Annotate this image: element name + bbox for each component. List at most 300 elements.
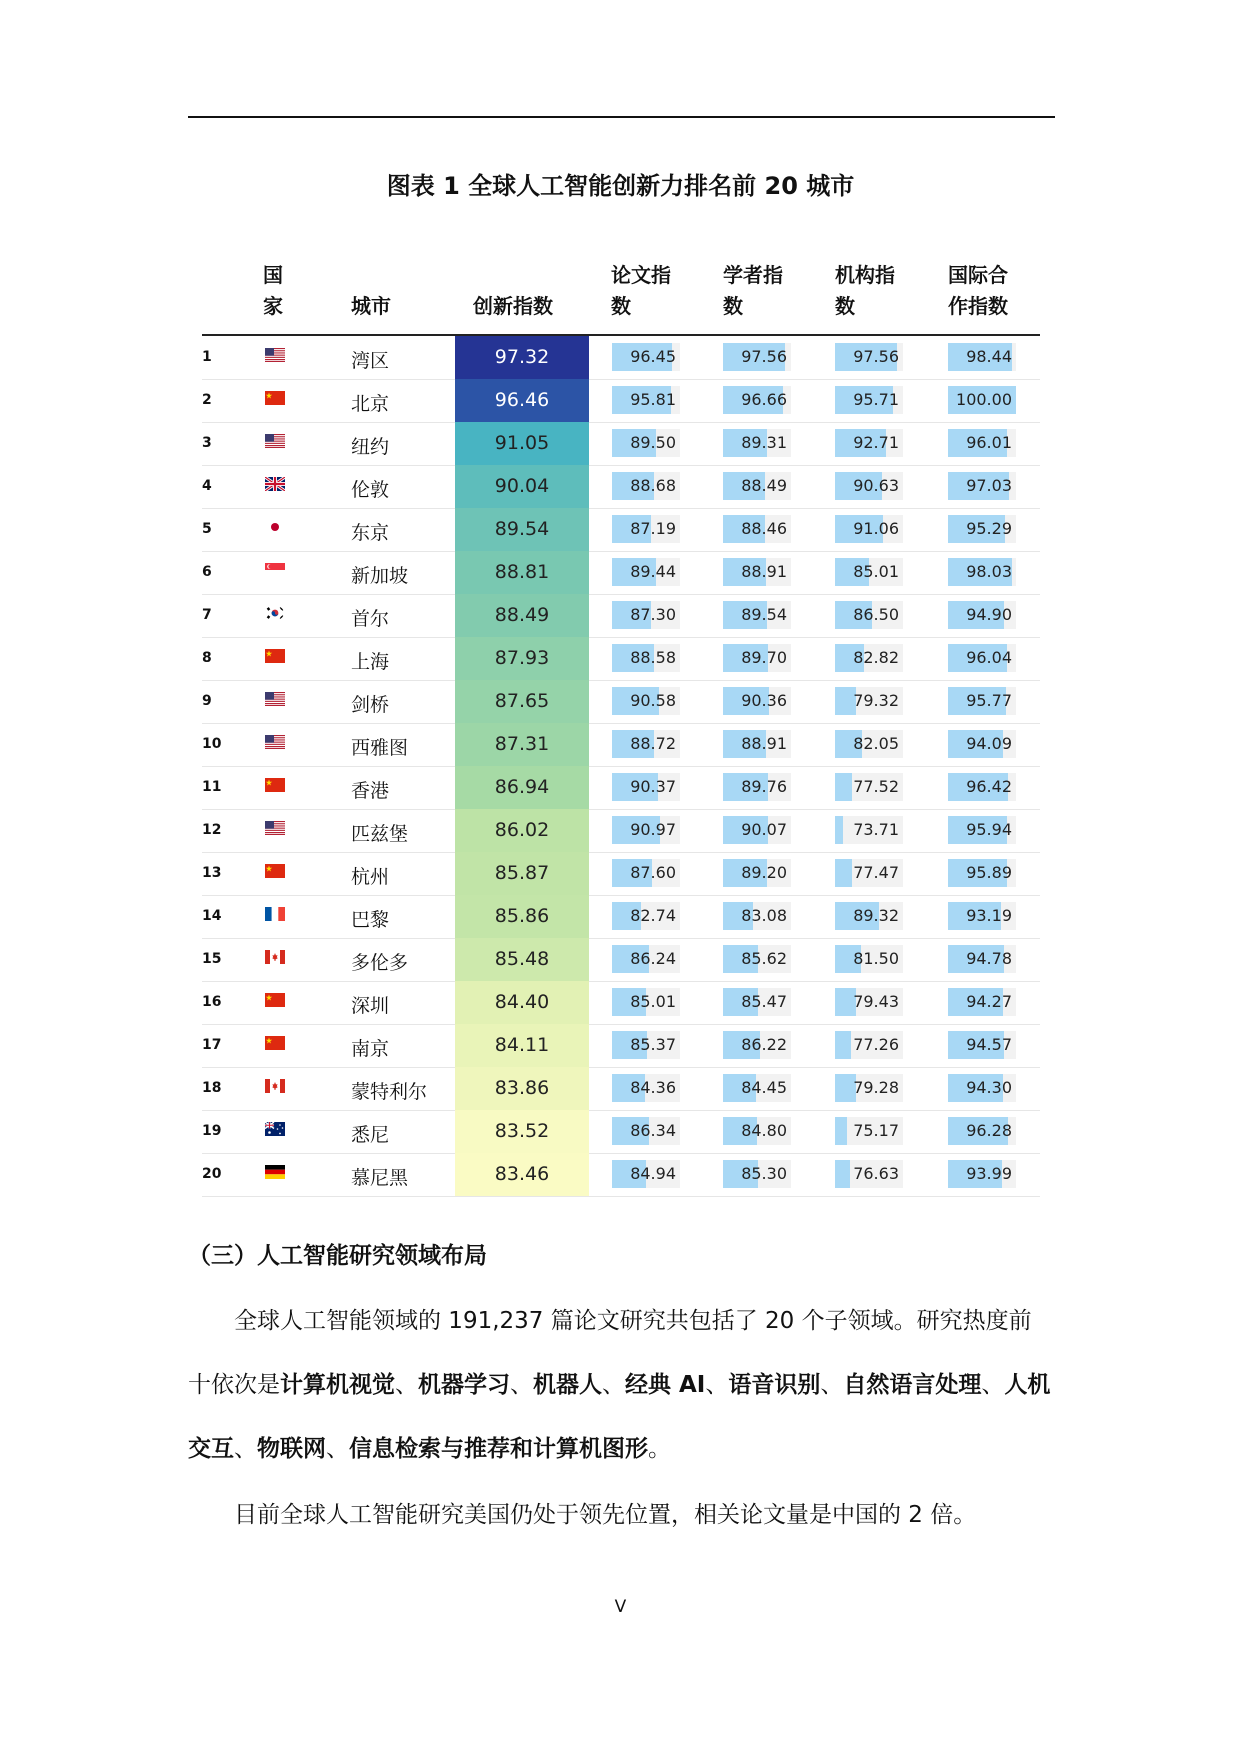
- bar-value: 94.30: [966, 1078, 1012, 1097]
- bar-value: 87.60: [630, 863, 676, 882]
- table-row: [202, 336, 1040, 380]
- scholar-index-bar: [723, 1160, 791, 1188]
- innovation-index-cell: 85.87: [455, 852, 589, 895]
- rank-cell: 7: [202, 607, 212, 623]
- bar-value: 85.30: [741, 1164, 787, 1183]
- city-cell: 悉尼: [351, 1124, 390, 1146]
- header-scholar-line2: 数: [723, 294, 743, 318]
- bar-value: 94.78: [966, 949, 1012, 968]
- scholar-index-bar: [723, 730, 791, 758]
- innovation-index-cell: 84.40: [455, 981, 589, 1024]
- header-institution-line1: 机构指: [835, 263, 895, 287]
- city-cell: 匹兹堡: [351, 823, 409, 845]
- scholar-index-bar: [723, 386, 791, 414]
- innovation-index-cell: 97.32: [455, 336, 589, 379]
- scholar-index-bar: [723, 988, 791, 1016]
- bar-value: 83.08: [741, 906, 787, 925]
- table-row: [202, 766, 1040, 810]
- bar-value: 84.94: [630, 1164, 676, 1183]
- city-cell: 香港: [351, 780, 390, 802]
- institution-index-bar: [835, 687, 903, 715]
- table-row: [202, 1024, 1040, 1068]
- rank-cell: 9: [202, 693, 212, 709]
- bar-value: 93.99: [966, 1164, 1012, 1183]
- paper-index-bar: [612, 601, 680, 629]
- innovation-index-cell: 83.52: [455, 1110, 589, 1153]
- header-country: [263, 260, 283, 322]
- header-scholar-line1: 学者指: [723, 263, 783, 287]
- scholar-index-bar: [723, 687, 791, 715]
- city-cell: 多伦多: [351, 952, 409, 974]
- field-separator: 、: [602, 1372, 625, 1398]
- research-field: 计算机视觉: [280, 1372, 395, 1398]
- bar-value: 89.20: [741, 863, 787, 882]
- scholar-index-bar: [723, 601, 791, 629]
- research-field: 自然语言处理: [843, 1372, 982, 1398]
- fr-flag-icon: [265, 906, 285, 926]
- field-separator: 、: [326, 1436, 349, 1462]
- international-index-bar: [948, 601, 1016, 629]
- rank-cell: 5: [202, 521, 212, 537]
- paper-index-bar: [612, 902, 680, 930]
- bar-value: 95.94: [966, 820, 1012, 839]
- paragraph-lead: 目前全球人工智能研究美国仍处于领先位置，相关论文量是中国的 2 倍。: [234, 1502, 977, 1528]
- innovation-index-cell: 87.93: [455, 637, 589, 680]
- field-separator: 、: [820, 1372, 844, 1398]
- innovation-index-cell: 84.11: [455, 1024, 589, 1067]
- bar-value: 94.57: [966, 1035, 1012, 1054]
- header-innovation: 创新指数: [473, 294, 553, 318]
- institution-index-bar: [835, 730, 903, 758]
- rank-cell: 17: [202, 1037, 222, 1053]
- bar-value: 88.72: [630, 734, 676, 753]
- header-international-line2: 作指数: [948, 294, 1008, 318]
- institution-index-bar: [835, 816, 903, 844]
- table-row: [202, 809, 1040, 853]
- bar-value: 85.37: [630, 1035, 676, 1054]
- paper-index-bar: [612, 773, 680, 801]
- cn-flag-icon: [265, 648, 285, 668]
- bar-value: 87.19: [630, 519, 676, 538]
- table-row: [202, 938, 1040, 982]
- city-cell: 东京: [351, 522, 390, 544]
- scholar-index-bar: [723, 773, 791, 801]
- header-scholar: [723, 260, 783, 322]
- city-cell: 上海: [351, 651, 390, 673]
- innovation-index-cell: 86.02: [455, 809, 589, 852]
- innovation-index-cell: 91.05: [455, 422, 589, 465]
- bar-value: 96.01: [966, 433, 1012, 452]
- city-cell: 慕尼黑: [351, 1167, 409, 1189]
- institution-index-bar: [835, 988, 903, 1016]
- table-row: [202, 422, 1040, 466]
- rank-cell: 14: [202, 908, 222, 924]
- bar-value: 79.32: [853, 691, 899, 710]
- paper-index-bar: [612, 859, 680, 887]
- paper-index-bar: [612, 1117, 680, 1145]
- table-row: [202, 379, 1040, 423]
- fields-list: [188, 1372, 1050, 1462]
- bar-value: 86.34: [630, 1121, 676, 1140]
- institution-index-bar: [835, 429, 903, 457]
- innovation-index-cell: 85.48: [455, 938, 589, 981]
- scholar-index-bar: [723, 859, 791, 887]
- bar-value: 86.24: [630, 949, 676, 968]
- paper-index-bar: [612, 1031, 680, 1059]
- bar-value: 82.05: [853, 734, 899, 753]
- city-cell: 伦敦: [351, 479, 390, 501]
- table-row: [202, 981, 1040, 1025]
- international-index-bar: [948, 902, 1016, 930]
- paper-index-bar: [612, 386, 680, 414]
- field-separator: 、: [395, 1372, 418, 1398]
- paper-index-bar: [612, 988, 680, 1016]
- scholar-index-bar: [723, 816, 791, 844]
- bar-value: 89.50: [630, 433, 676, 452]
- international-index-bar: [948, 1160, 1016, 1188]
- bar-value: 89.32: [853, 906, 899, 925]
- paper-index-bar: [612, 730, 680, 758]
- cn-flag-icon: [265, 390, 285, 410]
- us-flag-icon: [265, 820, 285, 840]
- rank-cell: 6: [202, 564, 212, 580]
- us-flag-icon: [265, 734, 285, 754]
- bar-value: 93.19: [966, 906, 1012, 925]
- bar-value: 94.27: [966, 992, 1012, 1011]
- research-field: 机器人: [533, 1372, 602, 1398]
- bar-value: 96.42: [966, 777, 1012, 796]
- city-cell: 新加坡: [351, 565, 409, 587]
- institution-index-bar: [835, 386, 903, 414]
- city-cell: 杭州: [351, 866, 390, 888]
- header-paper: [611, 260, 671, 322]
- bar-value: 88.46: [741, 519, 787, 538]
- institution-index-bar: [835, 859, 903, 887]
- top-rule: [188, 116, 1055, 118]
- bar-value: 96.66: [741, 390, 787, 409]
- innovation-index-cell: 87.65: [455, 680, 589, 723]
- bar-value: 85.62: [741, 949, 787, 968]
- rank-cell: 19: [202, 1123, 222, 1139]
- bar-value: 85.01: [853, 562, 899, 581]
- bar-value: 95.89: [966, 863, 1012, 882]
- table-row: [202, 1110, 1040, 1154]
- international-index-bar: [948, 472, 1016, 500]
- bar-value: 90.97: [630, 820, 676, 839]
- table-row: [202, 637, 1040, 681]
- international-index-bar: [948, 773, 1016, 801]
- bar-value: 95.81: [630, 390, 676, 409]
- scholar-index-bar: [723, 343, 791, 371]
- city-cell: 蒙特利尔: [351, 1081, 428, 1103]
- scholar-index-bar: [723, 644, 791, 672]
- rank-cell: 1: [202, 349, 212, 365]
- bar-value: 77.47: [853, 863, 899, 882]
- bar-value: 94.09: [966, 734, 1012, 753]
- bar-value: 82.82: [853, 648, 899, 667]
- city-cell: 剑桥: [351, 694, 390, 716]
- table-row: [202, 551, 1040, 595]
- bar-value: 96.45: [630, 347, 676, 366]
- us-flag-icon: [265, 433, 285, 453]
- cn-flag-icon: [265, 992, 285, 1012]
- institution-index-bar: [835, 773, 903, 801]
- city-cell: 纽约: [351, 436, 390, 458]
- international-index-bar: [948, 1074, 1016, 1102]
- bar-value: 96.28: [966, 1121, 1012, 1140]
- scholar-index-bar: [723, 558, 791, 586]
- paper-index-bar: [612, 472, 680, 500]
- paper-index-bar: [612, 1160, 680, 1188]
- rank-cell: 4: [202, 478, 212, 494]
- bar-value: 89.31: [741, 433, 787, 452]
- innovation-index-cell: 90.04: [455, 465, 589, 508]
- scholar-index-bar: [723, 429, 791, 457]
- header-international: [948, 260, 1008, 322]
- bar-value: 91.06: [853, 519, 899, 538]
- institution-index-bar: [835, 1117, 903, 1145]
- paragraph-fields-end: 。: [648, 1436, 671, 1462]
- paper-index-bar: [612, 515, 680, 543]
- bar-value: 90.36: [741, 691, 787, 710]
- rank-cell: 2: [202, 392, 212, 408]
- rank-cell: 20: [202, 1166, 222, 1182]
- bar-value: 82.74: [630, 906, 676, 925]
- innovation-index-cell: 88.49: [455, 594, 589, 637]
- field-separator: 、: [510, 1372, 533, 1398]
- bar-value: 85.01: [630, 992, 676, 1011]
- innovation-index-cell: 87.31: [455, 723, 589, 766]
- institution-index-bar: [835, 945, 903, 973]
- rank-cell: 12: [202, 822, 222, 838]
- research-field: 经典 AI: [625, 1372, 706, 1398]
- bar-value: 77.26: [853, 1035, 899, 1054]
- cn-flag-icon: [265, 777, 285, 797]
- header-international-line1: 国际合: [948, 263, 1008, 287]
- ca-flag-icon: [265, 1078, 285, 1098]
- bar-value: 79.43: [853, 992, 899, 1011]
- table-row: [202, 1067, 1040, 1111]
- institution-index-bar: [835, 472, 903, 500]
- international-index-bar: [948, 1031, 1016, 1059]
- bar-value: 90.07: [741, 820, 787, 839]
- institution-index-bar: [835, 644, 903, 672]
- table-row: [202, 680, 1040, 724]
- paper-index-bar: [612, 343, 680, 371]
- bar-value: 75.17: [853, 1121, 899, 1140]
- innovation-index-cell: 89.54: [455, 508, 589, 551]
- us-flag-icon: [265, 691, 285, 711]
- bar-value: 88.49: [741, 476, 787, 495]
- bar-value: 90.37: [630, 777, 676, 796]
- scholar-index-bar: [723, 515, 791, 543]
- paper-index-bar: [612, 558, 680, 586]
- bar-value: 88.91: [741, 562, 787, 581]
- figure-caption: 图表 1 全球人工智能创新力排名前 20 城市: [386, 172, 855, 200]
- rank-cell: 15: [202, 951, 222, 967]
- innovation-index-cell: 83.46: [455, 1153, 589, 1196]
- institution-index-bar: [835, 1031, 903, 1059]
- city-cell: 巴黎: [351, 909, 390, 931]
- header-paper-line2: 数: [611, 294, 631, 318]
- header-country-line1: 国: [263, 263, 283, 287]
- bar-value: 87.30: [630, 605, 676, 624]
- international-index-bar: [948, 988, 1016, 1016]
- us-flag-icon: [265, 347, 285, 367]
- rank-cell: 8: [202, 650, 212, 666]
- paper-index-bar: [612, 1074, 680, 1102]
- city-cell: 北京: [351, 393, 390, 415]
- cn-flag-icon: [265, 1035, 285, 1055]
- table-row: [202, 852, 1040, 896]
- innovation-index-cell: 85.86: [455, 895, 589, 938]
- paper-index-bar: [612, 429, 680, 457]
- header-institution-line2: 数: [835, 294, 855, 318]
- institution-index-bar: [835, 1160, 903, 1188]
- bar-value: 84.36: [630, 1078, 676, 1097]
- scholar-index-bar: [723, 1117, 791, 1145]
- bar-value: 88.91: [741, 734, 787, 753]
- header-institution: [835, 260, 895, 322]
- international-index-bar: [948, 386, 1016, 414]
- kr-flag-icon: [265, 605, 285, 625]
- rank-cell: 3: [202, 435, 212, 451]
- table-row: [202, 508, 1040, 552]
- research-field: 语音识别: [728, 1372, 821, 1398]
- table-row: [202, 594, 1040, 638]
- bar-value: 84.45: [741, 1078, 787, 1097]
- international-index-bar: [948, 644, 1016, 672]
- paragraph-fields: [188, 1289, 1054, 1481]
- research-field: 机器学习: [418, 1372, 510, 1398]
- de-flag-icon: [265, 1164, 285, 1184]
- bar-value: 96.04: [966, 648, 1012, 667]
- bar-value: 73.71: [853, 820, 899, 839]
- bar-value: 89.76: [741, 777, 787, 796]
- bar-value: 81.50: [853, 949, 899, 968]
- bar-value: 86.22: [741, 1035, 787, 1054]
- field-separator: 、: [981, 1372, 1005, 1398]
- innovation-index-cell: 88.81: [455, 551, 589, 594]
- uk-flag-icon: [265, 476, 285, 496]
- institution-index-bar: [835, 1074, 903, 1102]
- paper-index-bar: [612, 644, 680, 672]
- paper-index-bar: [612, 687, 680, 715]
- table-row: [202, 1153, 1040, 1197]
- bar-value: 90.63: [853, 476, 899, 495]
- rank-cell: 11: [202, 779, 222, 795]
- bar-value: 97.56: [741, 347, 787, 366]
- institution-index-bar: [835, 558, 903, 586]
- bar-value: 97.03: [966, 476, 1012, 495]
- bar-value: 89.54: [741, 605, 787, 624]
- international-index-bar: [948, 1117, 1016, 1145]
- international-index-bar: [948, 343, 1016, 371]
- bar-value: 98.03: [966, 562, 1012, 581]
- institution-index-bar: [835, 601, 903, 629]
- innovation-index-cell: 96.46: [455, 379, 589, 422]
- bar-value: 92.71: [853, 433, 899, 452]
- scholar-index-bar: [723, 472, 791, 500]
- institution-index-bar: [835, 515, 903, 543]
- table-row: [202, 465, 1040, 509]
- international-index-bar: [948, 859, 1016, 887]
- field-separator: 、: [705, 1372, 729, 1398]
- section-title: （三）人工智能研究领域布局: [188, 1243, 487, 1269]
- bar-value: 95.77: [966, 691, 1012, 710]
- bar-value: 88.58: [630, 648, 676, 667]
- header-country-line2: 家: [263, 294, 283, 318]
- rank-cell: 18: [202, 1080, 222, 1096]
- header-city: 城市: [351, 294, 391, 318]
- international-index-bar: [948, 515, 1016, 543]
- bar-value: 89.44: [630, 562, 676, 581]
- rank-cell: 13: [202, 865, 222, 881]
- table-row: [202, 723, 1040, 767]
- rank-cell: 10: [202, 736, 222, 752]
- bar-value: 79.28: [853, 1078, 899, 1097]
- paper-index-bar: [612, 945, 680, 973]
- bar-value: 90.58: [630, 691, 676, 710]
- paper-index-bar: [612, 816, 680, 844]
- city-cell: 深圳: [351, 995, 390, 1017]
- institution-index-bar: [835, 902, 903, 930]
- rank-cell: 16: [202, 994, 222, 1010]
- international-index-bar: [948, 558, 1016, 586]
- bar-value: 86.50: [853, 605, 899, 624]
- city-cell: 湾区: [351, 350, 390, 372]
- field-separator: 、: [234, 1436, 257, 1462]
- international-index-bar: [948, 687, 1016, 715]
- header-paper-line1: 论文指: [611, 263, 671, 287]
- bar-value: 84.80: [741, 1121, 787, 1140]
- research-field: 人机交互: [188, 1372, 1051, 1462]
- city-cell: 西雅图: [351, 737, 409, 759]
- cn-flag-icon: [265, 863, 285, 883]
- scholar-index-bar: [723, 945, 791, 973]
- scholar-index-bar: [723, 1031, 791, 1059]
- page-number: V: [614, 1597, 627, 1617]
- city-cell: 南京: [351, 1038, 390, 1060]
- bar-value: 76.63: [853, 1164, 899, 1183]
- bar-value: 85.47: [741, 992, 787, 1011]
- bar-value: 95.29: [966, 519, 1012, 538]
- scholar-index-bar: [723, 1074, 791, 1102]
- ca-flag-icon: [265, 949, 285, 969]
- research-field: 信息检索与推荐和计算机图形: [349, 1436, 648, 1462]
- international-index-bar: [948, 945, 1016, 973]
- scholar-index-bar: [723, 902, 791, 930]
- bar-value: 97.56: [853, 347, 899, 366]
- sg-flag-icon: [265, 562, 285, 582]
- bar-value: 100.00: [956, 390, 1012, 409]
- innovation-index-cell: 83.86: [455, 1067, 589, 1110]
- au-flag-icon: [265, 1121, 285, 1141]
- international-index-bar: [948, 730, 1016, 758]
- research-field: 物联网: [257, 1436, 326, 1462]
- bar-value: 95.71: [853, 390, 899, 409]
- bar-value: 89.70: [741, 648, 787, 667]
- bar-value: 94.90: [966, 605, 1012, 624]
- international-index-bar: [948, 429, 1016, 457]
- table-row: [202, 895, 1040, 939]
- international-index-bar: [948, 816, 1016, 844]
- bar-value: 88.68: [630, 476, 676, 495]
- institution-index-bar: [835, 343, 903, 371]
- city-cell: 首尔: [351, 608, 390, 630]
- bar-value: 98.44: [966, 347, 1012, 366]
- bar-value: 77.52: [853, 777, 899, 796]
